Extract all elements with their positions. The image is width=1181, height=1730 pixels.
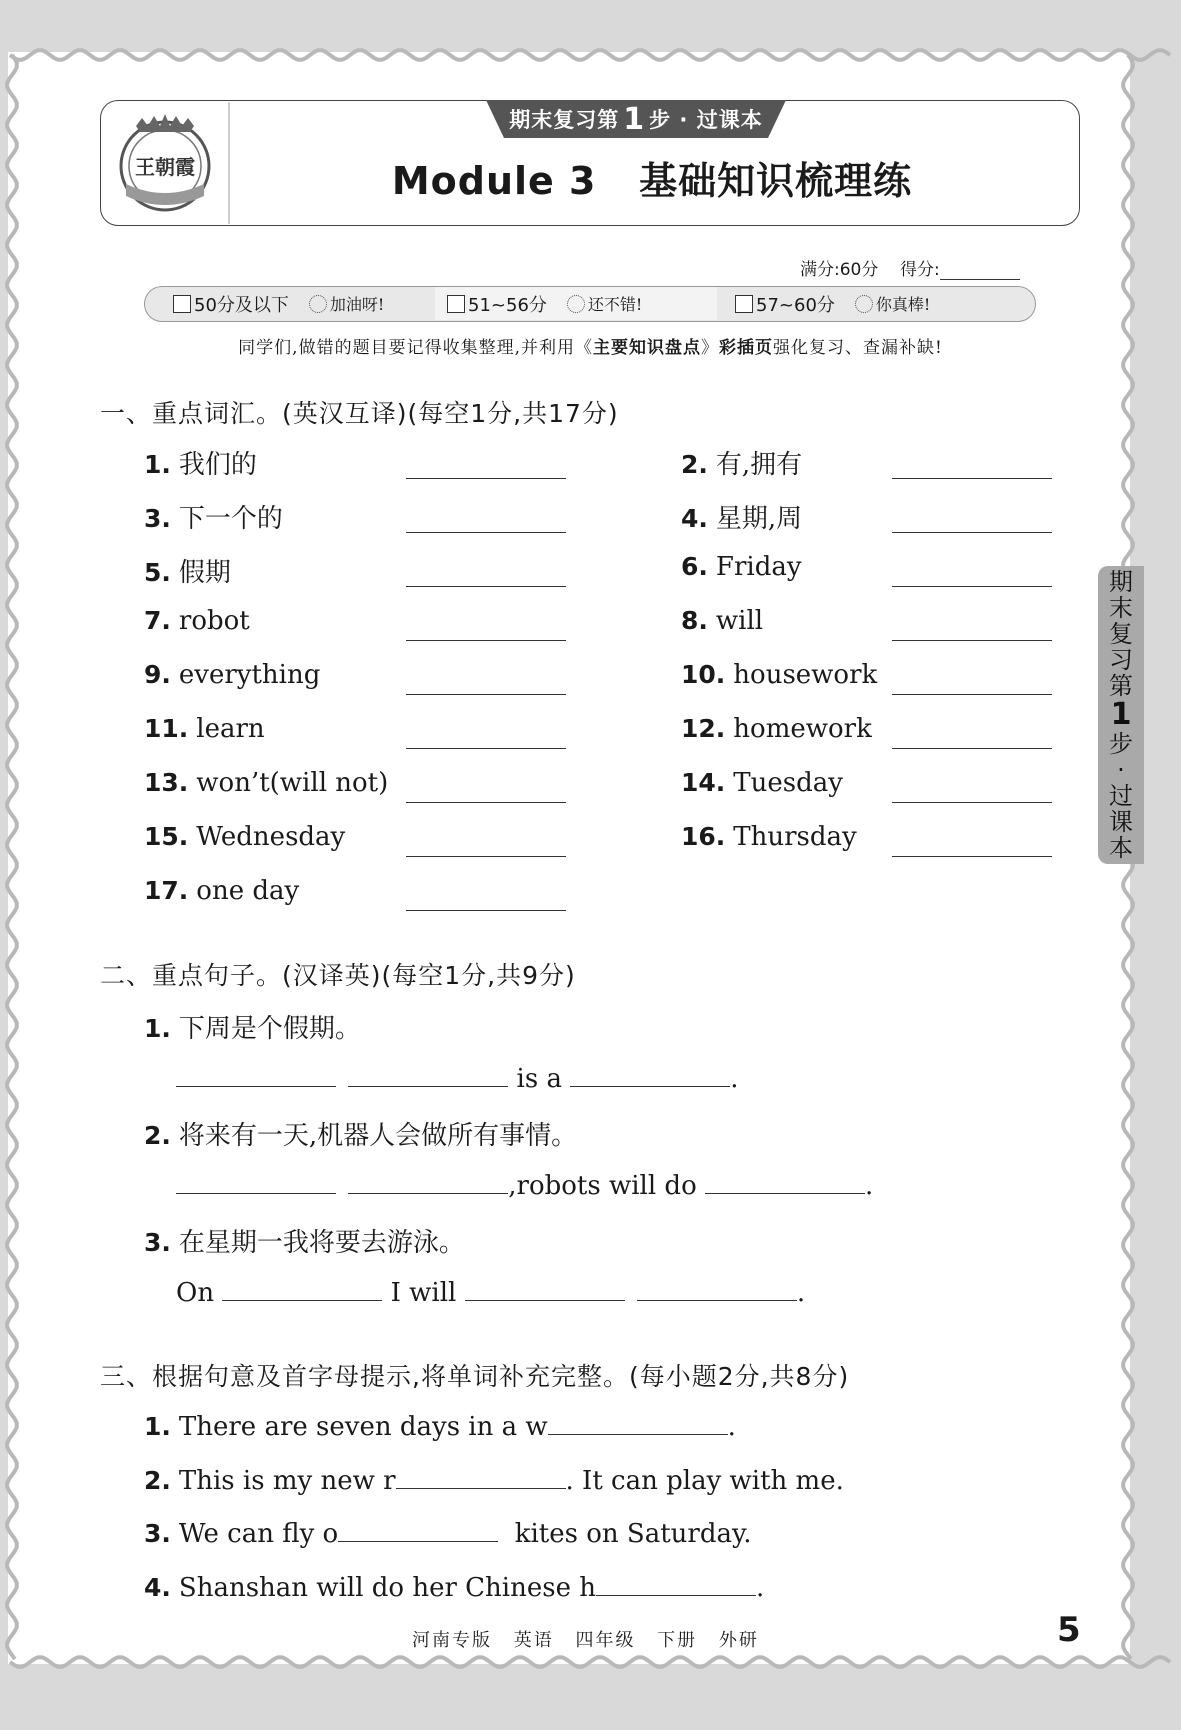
item-number: 3. [144, 1519, 171, 1548]
item-number: 13. [144, 768, 189, 797]
publisher-logo [106, 104, 224, 222]
checkbox[interactable] [447, 295, 465, 313]
vocab-prompt: 星期,周 [715, 504, 803, 534]
rating-option-2 [435, 287, 717, 320]
note-bold: 主要知识盘点 [592, 338, 701, 358]
item-number: 1. [144, 1014, 171, 1043]
answer-blank[interactable] [406, 530, 566, 533]
sentence-cn [144, 1008, 361, 1045]
vocab-item [144, 660, 320, 690]
item-number: 2. [681, 450, 708, 479]
item-number: 3. [144, 1228, 171, 1257]
vocab-prompt: Friday [715, 552, 802, 582]
answer-blank[interactable] [705, 1169, 865, 1194]
vocab-item [681, 822, 857, 852]
sentence-post: . It can play with me. [565, 1466, 844, 1496]
sentence-en [176, 1276, 805, 1308]
vocab-prompt: 我们的 [178, 450, 257, 480]
item-number: 2. [144, 1466, 171, 1495]
self-rating-bar [144, 286, 1036, 322]
item-number: 12. [681, 714, 726, 743]
fill-in-sentence [144, 1464, 844, 1496]
answer-blank[interactable] [596, 1571, 756, 1596]
logo-divider [228, 102, 230, 224]
sentence-en-start: On [176, 1278, 215, 1308]
sentence-en-text: I will [390, 1278, 457, 1308]
item-number: 15. [144, 822, 189, 851]
sentence-en-text: is a [516, 1064, 562, 1094]
sentence-pre: There are seven days in a w [178, 1412, 548, 1442]
rating-comment: 你真棒! [875, 295, 931, 314]
vocab-item [144, 552, 231, 589]
answer-blank[interactable] [222, 1276, 382, 1301]
sentence-post: kites on Saturday. [514, 1519, 752, 1549]
smiley-icon [309, 295, 327, 313]
vocab-item [681, 606, 763, 636]
note-post: 强化复习、查漏补缺! [772, 338, 943, 358]
item-number: 1. [144, 450, 171, 479]
section3-title: 三、根据句意及首字母提示,将单词补充完整。(每小题2分,共8分) [100, 1362, 850, 1391]
fill-in-sentence [144, 1410, 736, 1442]
answer-blank[interactable] [406, 800, 566, 803]
sentence-pre: This is my new r [178, 1466, 396, 1496]
answer-blank[interactable] [637, 1276, 797, 1301]
rating-range: 50分及以下 [194, 294, 289, 316]
item-number: 1. [144, 1412, 171, 1441]
item-number: 8. [681, 606, 708, 635]
side-tab-char: 本 [1109, 834, 1133, 862]
fill-in-sentence [144, 1517, 751, 1549]
vocab-item [681, 714, 872, 744]
sentence-en [176, 1169, 873, 1201]
answer-blank[interactable] [892, 800, 1052, 803]
vocab-item [144, 444, 257, 481]
answer-blank[interactable] [406, 692, 566, 695]
side-tab-char: 课 [1109, 808, 1133, 836]
score-line [800, 255, 1020, 280]
vocab-item [681, 552, 802, 582]
sentence-post: . [727, 1412, 736, 1442]
vocab-item [144, 498, 283, 535]
vocab-prompt: housework [733, 660, 878, 690]
side-tab-char: 第 [1109, 672, 1133, 700]
step-tag-post: 步 · 过课本 [649, 108, 763, 132]
sentence-post: . [756, 1573, 765, 1603]
answer-blank[interactable] [892, 638, 1052, 641]
vocab-item [144, 822, 345, 852]
logo-text: 王朝霞 [135, 155, 195, 179]
vocab-item [681, 660, 877, 690]
page-number: 5 [1057, 1610, 1081, 1650]
fill-in-sentence [144, 1571, 764, 1603]
note-pre: 同学们,做错的题目要记得收集整理,并利用《 [238, 338, 593, 358]
side-tab-char: 过 [1109, 782, 1133, 810]
step-tag-num: 1 [623, 101, 646, 137]
answer-blank[interactable] [396, 1464, 566, 1489]
vocab-prompt: 下一个的 [178, 504, 283, 534]
answer-blank[interactable] [406, 746, 566, 749]
checkbox[interactable] [735, 295, 753, 313]
page-title: Module 3 基础知识梳理练 [391, 159, 913, 203]
vocab-prompt: learn [196, 714, 265, 744]
vocab-prompt: 有,拥有 [715, 450, 803, 480]
side-tab-number: 1 [1110, 697, 1132, 732]
score-input-line[interactable] [940, 265, 1020, 280]
vocab-prompt: Tuesday [733, 768, 843, 798]
vocab-prompt: everything [178, 660, 321, 690]
vocab-prompt: Thursday [733, 822, 857, 852]
answer-blank[interactable] [406, 476, 566, 479]
vocab-prompt: homework [733, 714, 872, 744]
footer-text: 河南专版 英语 四年级 下册 外研 [412, 1630, 759, 1651]
answer-blank[interactable] [465, 1276, 625, 1301]
answer-blank[interactable] [348, 1062, 508, 1087]
rating-comment: 还不错! [587, 295, 643, 314]
answer-blank[interactable] [406, 908, 566, 911]
smiley-icon [567, 295, 585, 313]
side-tab-char: 复 [1109, 620, 1133, 648]
sentence-pre: We can fly o [178, 1519, 339, 1549]
sentence-end: . [865, 1171, 874, 1201]
answer-blank[interactable] [892, 530, 1052, 533]
answer-blank[interactable] [892, 584, 1052, 587]
answer-blank[interactable] [892, 692, 1052, 695]
rating-comment: 加油呀! [329, 295, 385, 314]
vocab-prompt: Wednesday [196, 822, 346, 852]
item-number: 6. [681, 552, 708, 581]
step-tag [486, 100, 786, 138]
item-number: 10. [681, 660, 726, 689]
sentence-end: . [796, 1278, 806, 1308]
sentence-cn [144, 1115, 577, 1152]
side-tab-char: 期 [1109, 568, 1133, 596]
side-tab-char: 习 [1109, 646, 1133, 674]
vocab-item [681, 444, 802, 481]
item-number: 14. [681, 768, 726, 797]
answer-blank[interactable] [176, 1062, 336, 1087]
rating-option-1 [173, 287, 443, 320]
side-tab-char: 末 [1109, 594, 1133, 622]
vocab-item [144, 606, 250, 636]
item-number: 17. [144, 876, 189, 905]
answer-blank[interactable] [406, 638, 566, 641]
answer-blank[interactable] [892, 746, 1052, 749]
item-number: 2. [144, 1121, 171, 1150]
answer-blank[interactable] [892, 476, 1052, 479]
vocab-item [144, 768, 388, 798]
sentence-end: . [730, 1064, 739, 1094]
vocab-item [144, 876, 299, 906]
answer-blank[interactable] [406, 584, 566, 587]
answer-blank[interactable] [892, 854, 1052, 857]
full-score-label: 满分:60分 [800, 260, 879, 280]
checkbox[interactable] [173, 295, 191, 313]
answer-blank[interactable] [338, 1517, 498, 1542]
got-score-label: 得分: [899, 260, 940, 280]
note-bold2: 彩插页 [718, 338, 773, 358]
rating-range: 51~56分 [468, 294, 547, 316]
note-mid: 》 [700, 338, 719, 358]
instruction-note [0, 333, 1181, 358]
vocab-prompt: one day [196, 876, 300, 906]
vocab-item [144, 714, 265, 744]
item-number: 9. [144, 660, 171, 689]
side-tab-char: 步 [1109, 730, 1133, 758]
item-number: 5. [144, 558, 171, 587]
item-number: 7. [144, 606, 171, 635]
sentence-pre: Shanshan will do her Chinese h [178, 1573, 596, 1603]
item-number: 4. [144, 1573, 171, 1602]
answer-blank[interactable] [548, 1410, 728, 1435]
vocab-prompt: robot [178, 606, 250, 636]
answer-blank[interactable] [176, 1169, 336, 1194]
item-number: 3. [144, 504, 171, 533]
vocab-item [681, 768, 843, 798]
item-number: 11. [144, 714, 189, 743]
item-number: 16. [681, 822, 726, 851]
sentence-cn [144, 1222, 465, 1259]
vocab-prompt: 假期 [178, 558, 231, 588]
vocab-item [681, 498, 802, 535]
vocab-prompt: won’t(will not) [196, 768, 389, 798]
answer-blank[interactable] [406, 854, 566, 857]
answer-blank[interactable] [570, 1062, 730, 1087]
sentence-en-text: ,robots will do [508, 1171, 697, 1201]
side-tab [1098, 566, 1144, 864]
vocab-prompt: will [715, 606, 764, 636]
rating-option-3 [735, 287, 1025, 320]
answer-blank[interactable] [348, 1169, 508, 1194]
section1-title: 一、重点词汇。(英汉互译)(每空1分,共17分) [100, 399, 619, 428]
sentence-cn-text: 将来有一天,机器人会做所有事情。 [178, 1121, 578, 1151]
sentence-en [176, 1062, 739, 1094]
rating-range: 57~60分 [756, 294, 835, 316]
smiley-icon [855, 295, 873, 313]
step-tag-pre: 期末复习第 [509, 108, 620, 132]
item-number: 4. [681, 504, 708, 533]
section2-title: 二、重点句子。(汉译英)(每空1分,共9分) [100, 961, 576, 990]
side-tab-char: · [1117, 756, 1125, 784]
sentence-cn-text: 在星期一我将要去游泳。 [178, 1228, 465, 1258]
sentence-cn-text: 下周是个假期。 [178, 1014, 361, 1044]
